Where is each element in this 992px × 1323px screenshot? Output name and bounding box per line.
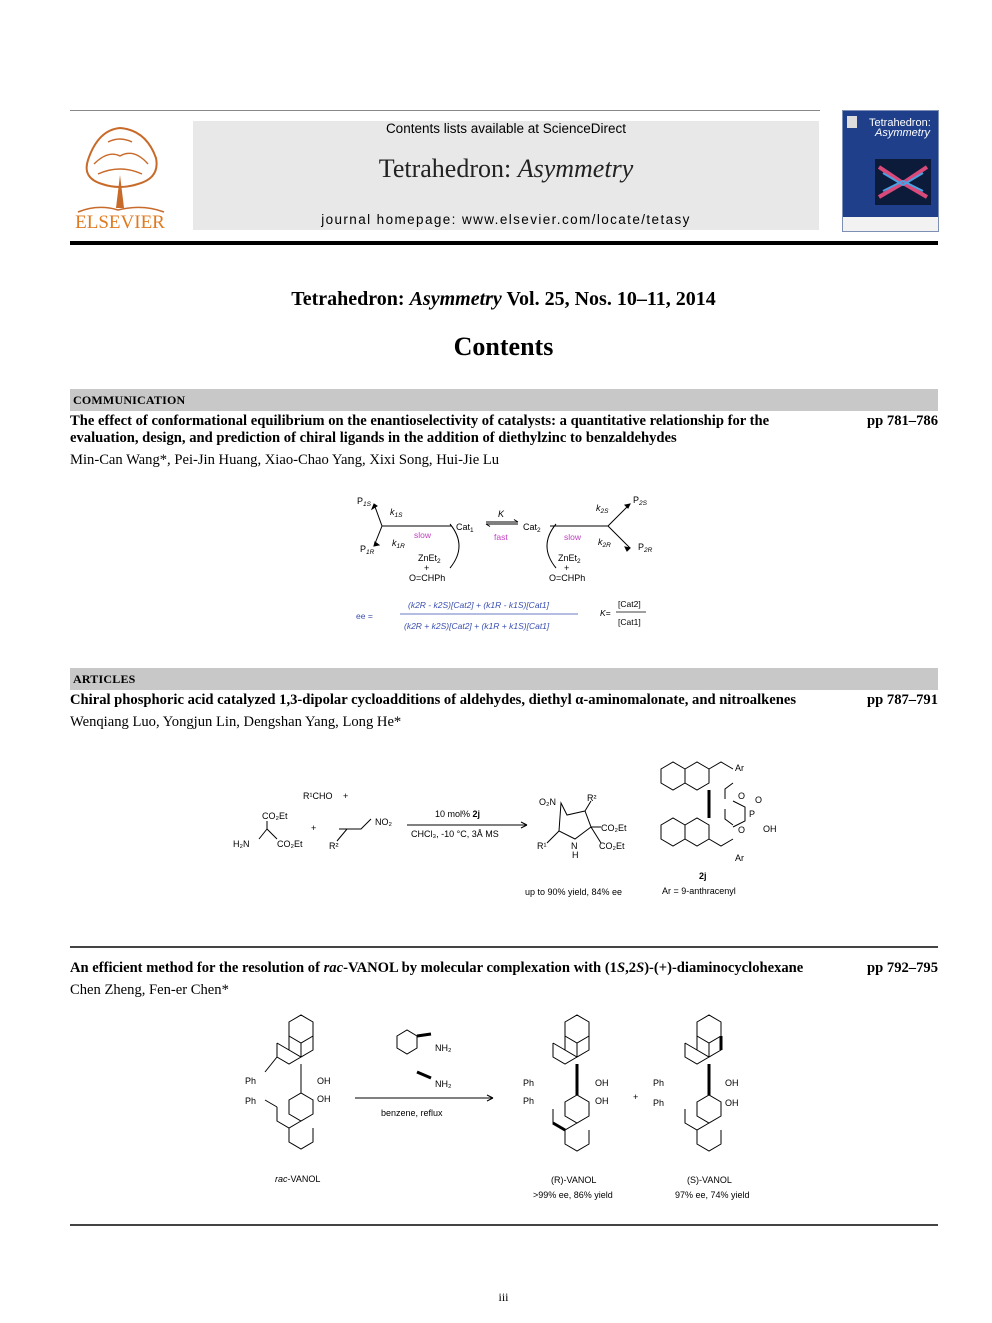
article-pages-2: pp 787–791: [867, 692, 938, 708]
co2et-top: CO₂Et: [262, 811, 288, 821]
journal-banner: [193, 121, 819, 230]
k2r-label: $k_{2R}$: [598, 537, 611, 549]
rac-vanol-label: rac-VANOL: [275, 1174, 321, 1184]
scheme-1-graphic: [340, 486, 670, 636]
article-authors-1: Min-Can Wang*, Pei-Jin Huang, Xiao-Chao Yang, Xixi Song, Hui-Jie Lu: [70, 452, 500, 468]
ar-bottom: Ar: [735, 853, 744, 863]
ph-label-r-1: Ph: [523, 1078, 535, 1088]
contents-available-text: Contents lists available at ScienceDirect: [385, 121, 627, 136]
co2et-prod-1: CO₂Et: [601, 823, 627, 833]
ar-top: Ar: [735, 763, 744, 773]
r2-label-b: R²: [587, 793, 597, 803]
p1s-label: $P_{1S}$: [357, 496, 371, 508]
article-title-2[interactable]: Chiral phosphoric acid catalyzed 1,3-dipolar cycloadditions of aldehydes, diethyl α-aminomalonate, and nitroalkenes: [70, 692, 796, 708]
r-vanol-yield: >99% ee, 86% yield: [533, 1190, 613, 1200]
plus-1: +: [424, 563, 430, 573]
contents-heading: Contents: [453, 332, 554, 361]
ar-definition: Ar = 9-anthracenyl: [662, 886, 736, 896]
cover-title: Tetrahedron: Asymmetry: [869, 117, 931, 139]
o-label-3: O: [738, 825, 746, 835]
ph-label-rac-2: Ph: [245, 1096, 257, 1106]
fast-label: fast: [494, 532, 508, 542]
plus-b: +: [311, 823, 317, 833]
plus-c: +: [633, 1092, 639, 1102]
aldehyde-label-2: O=CHPh: [549, 573, 586, 583]
ee-label: ee =: [356, 611, 373, 621]
p2r-label: $P_{2R}$: [638, 542, 653, 554]
k-numerator: [Cat2]: [618, 599, 641, 609]
slow-label-2: slow: [564, 532, 582, 542]
publisher-name: ELSEVIER: [75, 212, 165, 232]
nh2-label-2: NH₂: [435, 1079, 452, 1089]
elsevier-tree-icon: [68, 120, 172, 232]
article-authors-3: Chen Zheng, Fen-er Chen*: [70, 982, 229, 998]
ph-label-rac-1: Ph: [245, 1076, 257, 1086]
co2et-prod-2: CO₂Et: [599, 841, 625, 851]
k2s-label: $k_{2S}$: [596, 503, 609, 515]
k-denominator: [Cat1]: [618, 617, 641, 627]
conditions-label: CHCl₃, -10 °C, 3Å MS: [411, 829, 499, 839]
p2s-label: $P_{2S}$: [633, 495, 647, 507]
aldehyde-label-1: O=CHPh: [409, 573, 446, 583]
s-vanol-yield: 97% ee, 74% yield: [675, 1190, 750, 1200]
plus-a: +: [343, 791, 349, 801]
reflux-conditions: benzene, reflux: [381, 1108, 443, 1118]
ee-denominator: (k2R + k2S)[Cat2] + (k1R + k1S)[Cat1]: [404, 621, 550, 631]
r2-label-a: R²: [329, 841, 339, 851]
oh-label-s-1: OH: [725, 1078, 739, 1088]
k1r-label: $k_{1R}$: [392, 538, 405, 550]
reagent-label: 10 mol% 2j: [435, 809, 481, 819]
oh-label-r-1: OH: [595, 1078, 609, 1088]
catalyst-2j-label: 2j: [699, 871, 707, 881]
journal-homepage: journal homepage: www.elsevier.com/locate/tetasy: [321, 212, 691, 227]
yield-label: up to 90% yield, 84% ee: [525, 887, 623, 897]
divider-1: [70, 946, 938, 948]
elsevier-logo: [68, 120, 172, 232]
co2et-bottom: CO₂Et: [277, 839, 303, 849]
header-top-rule: [70, 110, 820, 111]
slow-label-1: slow: [414, 530, 432, 540]
nh2-label-1: NH₂: [435, 1043, 452, 1053]
issue-title: Tetrahedron: Asymmetry Vol. 25, Nos. 10–11, 2014: [291, 288, 716, 310]
equilibrium-k-label: K: [498, 509, 505, 519]
article-pages-3: pp 792–795: [867, 960, 938, 976]
cat2-label: Cat$_2$: [523, 522, 541, 534]
ph-label-s-1: Ph: [653, 1078, 665, 1088]
journal-title: Tetrahedron: Asymmetry: [378, 154, 634, 183]
plus-2: +: [564, 563, 570, 573]
ph-label-r-2: Ph: [523, 1096, 535, 1106]
cat1-label: Cat$_1$: [456, 522, 474, 534]
o-label-2: O: [755, 795, 763, 805]
znet2-label-2: ZnEt$_2$: [558, 553, 581, 565]
r-vanol-label: (R)-VANOL: [551, 1175, 597, 1185]
aldehyde-r1cho: R¹CHO: [303, 791, 333, 801]
ee-numerator: (k2R - k2S)[Cat2] + (k1R - k1S)[Cat1]: [408, 600, 549, 610]
no2-label: NO₂: [375, 817, 392, 827]
o2n-label: O₂N: [539, 797, 556, 807]
oh-label-rac-1: OH: [317, 1076, 331, 1086]
article-title-1[interactable]: The effect of conformational equilibrium on the enantioselectivity of catalysts: a quantitative relationship for the evaluation, design, and prediction of chiral ligands in the addition of diethylzinc to benzaldehydes: [70, 413, 770, 446]
o-label-1: O: [738, 791, 746, 801]
oh-label-rac-2: OH: [317, 1094, 331, 1104]
r1-label: R¹: [537, 841, 547, 851]
article-authors-2: Wenqiang Luo, Yongjun Lin, Dengshan Yang, Long He*: [70, 714, 402, 730]
scheme-3-graphic: [235, 1012, 775, 1207]
k-equals-label: K=: [600, 608, 611, 618]
nh-label: N: [571, 841, 578, 851]
scheme-2-structures: [259, 762, 745, 846]
scheme-2-graphic: [225, 755, 785, 905]
h2n-label: H₂N: [233, 839, 250, 849]
oh-label-s-2: OH: [725, 1098, 739, 1108]
p-label: P: [749, 809, 756, 819]
section-articles: ARTICLES: [70, 668, 938, 690]
oh-label-r-2: OH: [595, 1096, 609, 1106]
cover-artwork-icon: [875, 159, 931, 205]
article-title-3[interactable]: An efficient method for the resolution of rac-VANOL by molecular complexation with (1S,2S)-(+)-diaminocyclohexane: [70, 960, 804, 976]
znet2-label-1: ZnEt$_2$: [418, 553, 441, 565]
s-vanol-label: (S)-VANOL: [687, 1175, 732, 1185]
divider-2: [70, 1224, 938, 1226]
p1r-label: $P_{1R}$: [360, 544, 375, 556]
page-number: iii: [498, 1290, 509, 1304]
section-communication: COMMUNICATION: [70, 389, 938, 411]
header-thick-rule: [70, 241, 938, 245]
h-label: H: [572, 850, 579, 860]
ph-label-s-2: Ph: [653, 1098, 665, 1108]
homepage-link[interactable]: www.elsevier.com/locate/tetasy: [461, 212, 691, 227]
k1s-label: $k_{1S}$: [390, 507, 403, 519]
article-pages-1: pp 781–786: [867, 413, 938, 429]
oh-label: OH: [763, 824, 777, 834]
journal-cover-image: [842, 110, 939, 232]
